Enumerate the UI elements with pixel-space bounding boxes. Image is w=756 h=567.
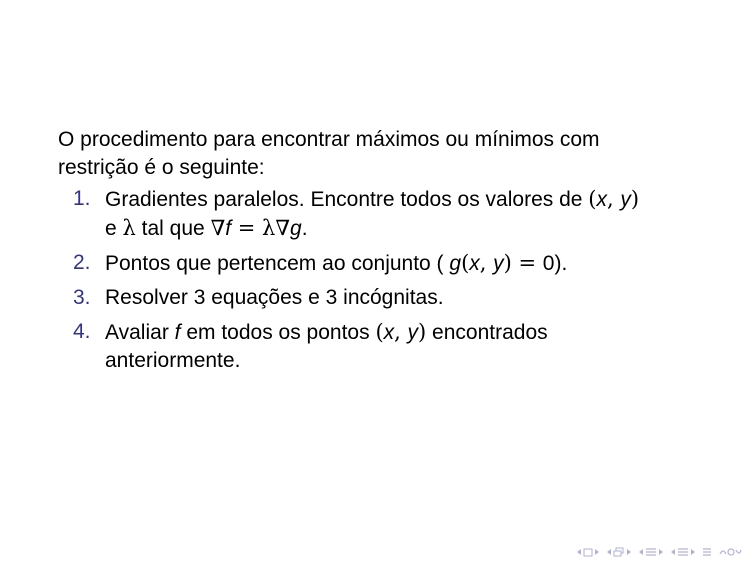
arrow-right-icon[interactable]: [658, 548, 664, 556]
item-number: 2.: [73, 251, 91, 274]
nav-presentation-group: [670, 547, 696, 557]
list-item: [58, 284, 698, 312]
intro-line-2: restrição é o seguinte:: [58, 156, 265, 179]
arrow-left-icon[interactable]: [576, 548, 582, 556]
arrow-right-icon[interactable]: [594, 548, 600, 556]
list-item: [58, 249, 698, 278]
section-icon[interactable]: [645, 547, 657, 557]
frame-icon[interactable]: [583, 548, 593, 557]
item-number: 3.: [73, 286, 91, 309]
equiv-icon[interactable]: [677, 547, 689, 557]
beamer-navigation-bar: [576, 545, 742, 559]
arrow-right-icon[interactable]: [626, 548, 632, 556]
item-number: 4.: [73, 320, 91, 343]
arrow-right-icon[interactable]: [690, 548, 696, 556]
intro-line-1: O procedimento para encontrar máximos ou mínimos com: [58, 128, 600, 151]
nav-frame-group: [576, 548, 600, 557]
list-item: [58, 318, 698, 375]
item-text: Gradientes paralelos. Encontre todos os valores de (x, y) e λ tal que ∇f = λ∇g.: [105, 187, 640, 240]
search-icon[interactable]: [718, 547, 742, 557]
item-text: Pontos que pertencem ao conjunto ( g(x, y) = 0).: [105, 251, 568, 275]
list-item: [58, 185, 698, 243]
intro-paragraph: [58, 126, 698, 182]
arrow-left-icon[interactable]: [606, 548, 612, 556]
subsection-icon[interactable]: [613, 547, 625, 557]
nav-subsection-group: [606, 547, 632, 557]
arrow-left-icon[interactable]: [670, 548, 676, 556]
equiv-icon[interactable]: [702, 547, 712, 557]
steps-list: [58, 185, 698, 375]
slide-body: [58, 126, 698, 381]
item-text: Avaliar f em todos os pontos (x, y) encontrados anteriormente.: [105, 320, 548, 372]
item-text: Resolver 3 equações e 3 incógnitas.: [105, 286, 444, 309]
arrow-left-icon[interactable]: [638, 548, 644, 556]
nav-section-group: [638, 547, 664, 557]
item-number: 1.: [73, 187, 91, 210]
